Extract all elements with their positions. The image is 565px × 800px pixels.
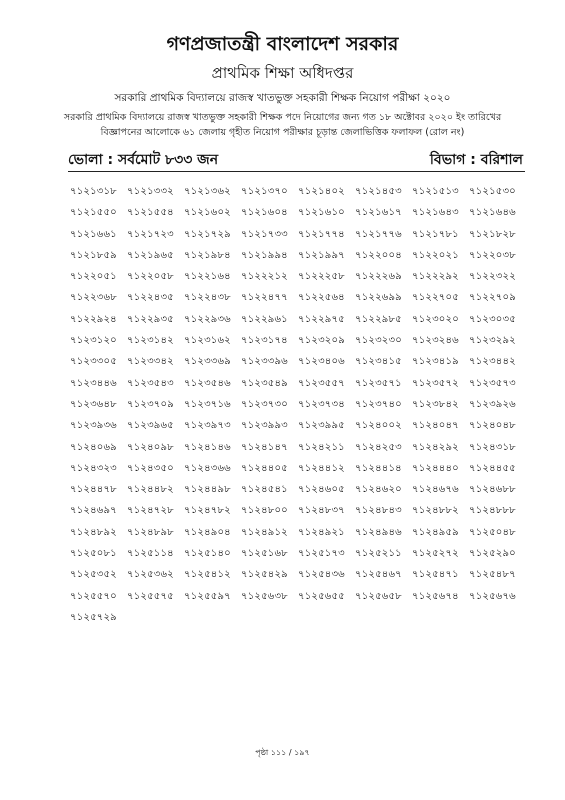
department-title: প্রাথমিক শিক্ষা অধিদপ্তর (211, 64, 354, 82)
roll-number: ৭১২১৯৬৫ (127, 249, 174, 261)
roll-number: ৭১২৫৭২৯ (70, 611, 117, 623)
roll-number: ৭১২১৯৯৪ (241, 249, 288, 261)
roll-number: ৭১২১৬১৭ (355, 207, 402, 219)
roll-number: ৭১২৫৬৭৪ (412, 590, 459, 602)
roll-number: ৭১২৩৪৪২ (469, 356, 516, 368)
roll-number: ৭১২২০৩৮ (469, 249, 516, 261)
roll-number: ৭১২২৫৬৪ (298, 292, 345, 304)
roll-number: ৭১২৩৯২৬ (469, 398, 516, 410)
roll-number: ৭১২৪৩৫০ (127, 462, 174, 474)
division-heading: বিভাগ : বরিশাল (429, 152, 523, 168)
roll-number: ৭১২২৩২২ (469, 271, 516, 283)
roll-number: ৭১২৩৮৪২ (412, 398, 459, 410)
roll-number: ৭১২২৭০৯ (469, 292, 516, 304)
roll-number: ৭১২১৪৫৩ (355, 186, 402, 197)
roll-number: ৭১২৫৪৮৭ (469, 569, 516, 581)
roll-number: ৭১২৫৪২৯ (241, 569, 288, 581)
roll-number: ৭১২২২১২ (241, 271, 288, 283)
roll-number: ৭১২৫২৯০ (469, 548, 516, 560)
roll-number: ৭১২৫১৭৩ (298, 548, 345, 560)
roll-number: ৭১২৪৮৯২ (70, 526, 117, 538)
roll-number: ৭১২৩৭৩৪ (298, 398, 345, 410)
roll-number: ৭১২৩০২০ (412, 313, 459, 325)
roll-number: ৭১২৫৪৩৬ (298, 569, 345, 581)
roll-number: ৭১২৩০৩৫ (469, 313, 516, 325)
roll-number: ৭১২৪৬২০ (355, 484, 402, 496)
roll-number: ৭১২৫৬৩৮ (241, 590, 288, 602)
roll-number: ৭১২৫৬৫৫ (298, 590, 345, 602)
page-number: পৃষ্ঠা ১১১ / ১৯৭ (255, 748, 310, 757)
roll-number: ৭১২৩৭০৯ (127, 398, 174, 410)
roll-number: ৭১২২২৯২ (412, 271, 459, 283)
description-line-2: বিজ্ঞাপনের আলোকে ৬১ জেলায় গৃহীত নিয়োগ পরীক্ষার চূড়ান্ত জেলাভিত্তিক ফলাফল (রোল নং) (100, 127, 465, 138)
roll-number: ৭১২৩৫৪৩ (127, 377, 174, 389)
roll-number: ৭১২৪৬০৫ (298, 484, 345, 496)
roll-number: ৭১২৩৫৫৭ (298, 377, 345, 389)
roll-number: ৭১২১৭২৩ (127, 228, 174, 240)
roll-number: ৭১২১৫৩০ (469, 186, 516, 197)
description-line-1: সরকারি প্রাথমিক বিদ্যালয়ে রাজস্ব খাতভুক্ত সহকারী শিক্ষক পদে নিয়োগের জন্য গত ১৮ অক্টোবর ২০২০ ইং তারিখের (63, 112, 502, 123)
roll-number: ৭১২৪৬৭৬ (412, 484, 459, 496)
roll-number: ৭১২৪২৯২ (412, 441, 459, 453)
roll-number: ৭১২৪০৬৯ (70, 441, 117, 453)
roll-number: ৭১২৪২৫৩ (355, 441, 402, 453)
roll-number: ৭১২২০০৪ (355, 249, 402, 261)
roll-number: ৭১২৫৫৯৭ (184, 590, 231, 602)
roll-number: ৭১২৪০৪৮ (469, 420, 516, 432)
roll-number: ৭১২৩৫৭২ (412, 377, 459, 389)
roll-number: ৭১২৫১১৪ (127, 548, 174, 560)
roll-number: ৭১২৩৪১৫ (355, 356, 402, 368)
roll-number: ৭১২৫২১১ (355, 548, 402, 560)
government-title: গণপ্রজাতন্ত্রী বাংলাদেশ সরকার (166, 33, 399, 55)
roll-number: ৭১২৩৪৪৬ (70, 377, 117, 389)
roll-number: ৭১২৪৮৩৭ (298, 505, 345, 517)
roll-number: ৭১২২৪৭৭ (241, 292, 288, 304)
roll-number: ৭১২২৭০৫ (412, 292, 459, 304)
roll-number: ৭১২৫৬৭৬ (469, 590, 516, 602)
roll-number: ৭১২৪৮৮৮ (469, 505, 516, 517)
roll-number: ৭১২১৭২৯ (184, 228, 231, 240)
roll-number: ৭১২১৭৭৬ (355, 228, 402, 240)
roll-number: ৭১২৩১৭৪ (241, 335, 288, 347)
roll-number: ৭১২৫৫৭০ (70, 590, 117, 602)
roll-number: ৭১২১৫৫০ (70, 207, 117, 219)
roll-number: ৭১২২২৫৮ (298, 271, 345, 283)
roll-number: ৭১২১৩১৮ (70, 186, 117, 197)
roll-number: ৭১২৩১৪২ (127, 335, 174, 347)
roll-number: ৭১২১৯৮৪ (184, 249, 231, 261)
roll-number: ৭১২১৩৩২ (127, 186, 174, 197)
roll-number: ৭১২৩১৬২ (184, 335, 231, 347)
roll-number: ৭১২৪৯২১ (298, 526, 345, 538)
roll-number: ৭১২৩১২০ (70, 335, 117, 347)
roll-number: ৭১২৪৪১২ (298, 462, 345, 474)
roll-number: ৭১২১৬০৪ (241, 207, 288, 219)
roll-number: ৭১২২৬৯৯ (355, 292, 402, 304)
roll-number: ৭১২২১৬৪ (184, 271, 231, 283)
roll-number: ৭১২৩৯৩৬ (70, 420, 117, 432)
roll-number: ৭১২২০২১ (412, 249, 459, 261)
roll-number: ৭১২২৯৩৫ (127, 313, 174, 325)
district-heading: ভোলা : সর্বমোট ৮৩৩ জন (68, 152, 219, 168)
roll-number: ৭১২১৮৫৯ (70, 249, 117, 261)
roll-number: ৭১২১৭৮১ (412, 228, 459, 240)
roll-number: ৭১২৪১৪৬ (184, 441, 231, 453)
roll-number: ৭১২২৪৩৫ (127, 292, 174, 304)
roll-number: ৭১২৪৯৫৯ (412, 526, 459, 538)
roll-number: ৭১২২০৫৮ (127, 271, 174, 283)
roll-number: ৭১২৩৩৯৬ (241, 356, 288, 368)
roll-number: ৭১২১৭৩৩ (241, 228, 288, 240)
roll-number: ৭১২৪৮০০ (241, 505, 288, 517)
roll-number: ৭১২২৪৩৮ (184, 292, 231, 304)
roll-number: ৭১২৫০৪৮ (469, 526, 516, 538)
roll-number: ৭১২৩৯৯৫ (298, 420, 345, 432)
roll-number: ৭১২১৬৪৬ (469, 207, 516, 219)
roll-number: ৭১২১৫৫৪ (127, 207, 174, 219)
roll-number: ৭১২৫৪১২ (184, 569, 231, 581)
roll-number: ৭১২৪৮৪৩ (355, 505, 402, 517)
roll-number: ৭১২৫৬৫৮ (355, 590, 402, 602)
roll-number: ৭১২৪২১১ (298, 441, 345, 453)
roll-number: ৭১২৪০৯৮ (127, 441, 174, 453)
roll-number: ৭১২৪৪৭৮ (70, 484, 117, 496)
roll-number: ৭১২৫৩৬২ (127, 569, 174, 581)
roll-number: ৭১২৩২৪৬ (412, 335, 459, 347)
roll-number: ৭১২৫১৬৮ (241, 548, 288, 560)
roll-number: ৭১২৩৩০৫ (70, 356, 117, 368)
roll-number: ৭১২১৭৭৪ (298, 228, 345, 240)
roll-number: ৭১২৫৪৭১ (412, 569, 459, 581)
roll-number: ৭১২৪০০২ (355, 420, 402, 432)
roll-number: ৭১২৩৬৪৮ (70, 398, 117, 410)
roll-number: ৭১২২০৫১ (70, 271, 117, 283)
roll-number: ৭১২১৬০২ (184, 207, 231, 219)
roll-number: ৭১২১৬১০ (298, 207, 345, 219)
roll-number: ৭১২৪৩২৩ (70, 462, 117, 474)
roll-number: ৭১২৩৫৪৬ (184, 377, 231, 389)
roll-number: ৭১২৫৪৬৭ (355, 569, 402, 581)
heading-divider (68, 171, 525, 172)
roll-number: ৭১২৫৩৫২ (70, 569, 117, 581)
roll-number: ৭১২৩৫৭৩ (469, 377, 516, 389)
roll-number: ৭১২৩৫৭১ (355, 377, 402, 389)
roll-number: ৭১২১৬৪৩ (412, 207, 459, 219)
roll-number: ৭১২৪৩৬৬ (184, 462, 231, 474)
roll-number: ৭১২৪০৪৭ (412, 420, 459, 432)
roll-number: ৭১২৩৪১৯ (412, 356, 459, 368)
roll-number: ৭১২২৩৬৮ (70, 292, 117, 304)
roll-number: ৭১২৪৪১৪ (355, 462, 402, 474)
roll-number: ৭১২৫৫৭৫ (127, 590, 174, 602)
result-description (20, 110, 545, 140)
roll-number: ৭১২৪৪০৫ (241, 462, 288, 474)
roll-number: ৭১২৪৪৪০ (412, 462, 459, 474)
roll-number: ৭১২২৯২৪ (70, 313, 117, 325)
roll-number: ৭১২৫২৭২ (412, 548, 459, 560)
roll-number: ৭১২৪৪৯৮ (184, 484, 231, 496)
roll-number: ৭১২৪৭৮২ (184, 505, 231, 517)
roll-number: ৭১২১৩৭০ (241, 186, 288, 197)
roll-number: ৭১২৩২০৯ (298, 335, 345, 347)
roll-number: ৭১২৪৭২৮ (127, 505, 174, 517)
roll-number: ৭১২৩৯৭৩ (184, 420, 231, 432)
roll-number: ৭১২৪৩১৮ (469, 441, 516, 453)
roll-number: ৭১২১৩৬২ (184, 186, 231, 197)
roll-number: ৭১২২৯৭৫ (298, 313, 345, 325)
roll-number: ৭১২৩৯৯৩ (241, 420, 288, 432)
roll-number: ৭১২৩৩৪২ (127, 356, 174, 368)
roll-number: ৭১২১৪০২ (298, 186, 345, 197)
roll-number: ৭১২৩৭৩০ (241, 398, 288, 410)
roll-number: ৭১২৩৪০৬ (298, 356, 345, 368)
roll-number: ৭১২১৯৯৭ (298, 249, 345, 261)
roll-number: ৭১২৪৬৯৭ (70, 505, 117, 517)
roll-number: ৭১২২৯৬১ (241, 313, 288, 325)
roll-number: ৭১২৫০৮১ (70, 548, 117, 560)
roll-number: ৭১২৪৯১২ (241, 526, 288, 538)
roll-number: ৭১২৪৫৪১ (241, 484, 288, 496)
roll-number: ৭১২২৯৩৬ (184, 313, 231, 325)
roll-number: ৭১২২২৬৯ (355, 271, 402, 283)
roll-number: ৭১২৪৪৫৫ (469, 462, 516, 474)
roll-number: ৭১২৪৪৮২ (127, 484, 174, 496)
roll-number: ৭১২৩৭৪০ (355, 398, 402, 410)
roll-number: ৭১২৪৮৯৮ (127, 526, 174, 538)
roll-number: ৭১২৩৭১৬ (184, 398, 231, 410)
roll-number: ৭১২৪৯০৪ (184, 526, 231, 538)
roll-number: ৭১২২৯৮৫ (355, 313, 402, 325)
roll-number: ৭১২১৮২৮ (469, 228, 516, 240)
roll-number: ৭১২৩৯৬৫ (127, 420, 174, 432)
roll-number: ৭১২১৫১৩ (412, 186, 459, 197)
roll-number: ৭১২৫১৪০ (184, 548, 231, 560)
roll-number: ৭১২৩২৯২ (469, 335, 516, 347)
roll-number: ৭১২৩৫৪৯ (241, 377, 288, 389)
roll-number: ৭১২৪৬৮৮ (469, 484, 516, 496)
exam-title: সরকারি প্রাথমিক বিদ্যালয়ে রাজস্ব খাতভুক্ত সহকারী শিক্ষক নিয়োগ পরীক্ষা ২০২০ (114, 92, 451, 104)
roll-number: ৭১২৩২৩০ (355, 335, 402, 347)
roll-number: ৭১২৩৩৬৯ (184, 356, 231, 368)
roll-number-grid (70, 184, 530, 631)
roll-number: ৭১২৪৯৪৬ (355, 526, 402, 538)
roll-number: ৭১২১৬৬১ (70, 228, 117, 240)
roll-number: ৭১২৪১৪৭ (241, 441, 288, 453)
roll-number: ৭১২৪৮৮২ (412, 505, 459, 517)
